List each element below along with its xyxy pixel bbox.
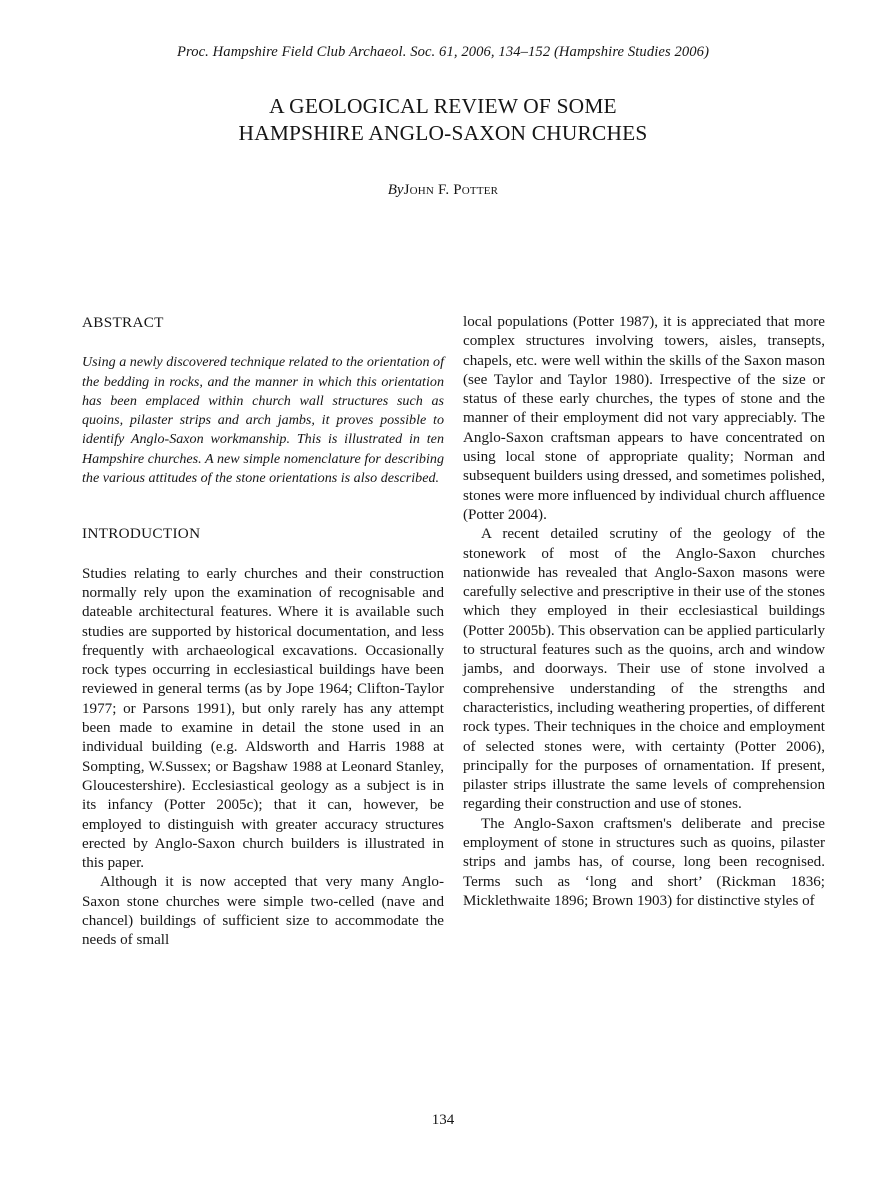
page-number: 134 [431, 1112, 455, 1128]
article-title [0, 93, 886, 147]
title-line-1: A GEOLOGICAL REVIEW OF SOME [269, 94, 617, 118]
abstract-heading: ABSTRACT [82, 314, 164, 331]
introduction-paragraph-2: Although it is now accepted that very many Anglo-Saxon stone churches were simple two-celled (nave and chancel) buildings of sufficient size to accommodate the needs of small [82, 874, 444, 949]
byline-by: By [387, 182, 404, 198]
right-column [463, 313, 825, 911]
left-column [82, 313, 444, 951]
abstract-text: Using a newly discovered technique related to the orientation of the bedding in rocks, and the manner in which this orientation has been emplaced within church wall structures such as quoins, pilaster strips and arch jambs, it proves possible to identify Anglo-Saxon workmanship. This is illustrated in ten Hampshire churches. A new simple nomenclature for describing the various attitudes of the stone orientations is also described. [82, 354, 444, 487]
title-line-2: HAMPSHIRE ANGLO-SAXON CHURCHES [238, 121, 648, 145]
introduction-heading: INTRODUCTION [82, 525, 201, 543]
byline [0, 182, 886, 199]
right-paragraph-1: local populations (Potter 1987), it is appreciated that more complex structures involving towers, aisles, transepts, chapels, etc. were well within the skills of the Saxon mason (see Taylor and Taylor 1980). Irrespective of the size or status of these early churches, the types of stone and the manner of their employment did not vary appreciably. The Anglo-Saxon craftsman appears to have concentrated on using local stone of appropriate quality; Norman and subsequent builders using dressed, and sometimes polished, stones were more influenced by individual church affluence (Potter 2004). [463, 314, 825, 523]
right-paragraph-3: The Anglo-Saxon craftsmen's deliberate and precise employment of stone in structures such as quoins, pilaster strips and jambs has, of course, long been recognised. Terms such as ‘long and short’ (Rickman 1836; Micklethwaite 1896; Brown 1903) for distinctive styles of [463, 815, 825, 909]
journal-citation: Proc. Hampshire Field Club Archaeol. Soc. 61, 2006, 134–152 (Hampshire Studies 2006) [176, 44, 710, 60]
introduction-paragraph-1: Studies relating to early churches and their construction normally rely upon the examination of recognisable and dateable architectural features. Where it is available such studies are supported by historical documentation, and less frequently with archaeological excavations. Occasionally rock types occurring in ecclesiastical buildings have been reviewed in general terms (as by Jope 1964; Clifton-Taylor 1977; or Parsons 1991), but only rarely has any attempt been made to examine in detail the stone used in an individual building (e.g. Aldsworth and Harris 1988 at Sompting, W.Sussex; or Bagshaw 1988 at Leonard Stanley, Gloucestershire). Ecclesiastical geology as a subject is in its infancy (Potter 2005c); that it can, however, be employed to distinguish with greater accuracy structures erected by Anglo-Saxon church builders is illustrated in this paper. [82, 565, 444, 872]
right-paragraph-2: A recent detailed scrutiny of the geology of the stonework of most of the Anglo-Saxon churches nationwide has revealed that Anglo-Saxon masons were carefully selective and prescriptive in their use of the stones which they employed in their ecclesiastical buildings (Potter 2005b). This observation can be applied particularly to structural features such as the quoins, arch and window jambs, and doorways. Their use of stone involved a comprehensive understanding of the strengths and characteristics, including weathering properties, of different rock types. Their techniques in the choice and employment of selected stones were, with certainty (Potter 2006), principally for the purposes of ornamentation. If present, pilaster strips illustrate the same levels of comprehension regarding their construction and use of stones. [463, 526, 825, 813]
author-name: John F. Potter [403, 182, 499, 198]
